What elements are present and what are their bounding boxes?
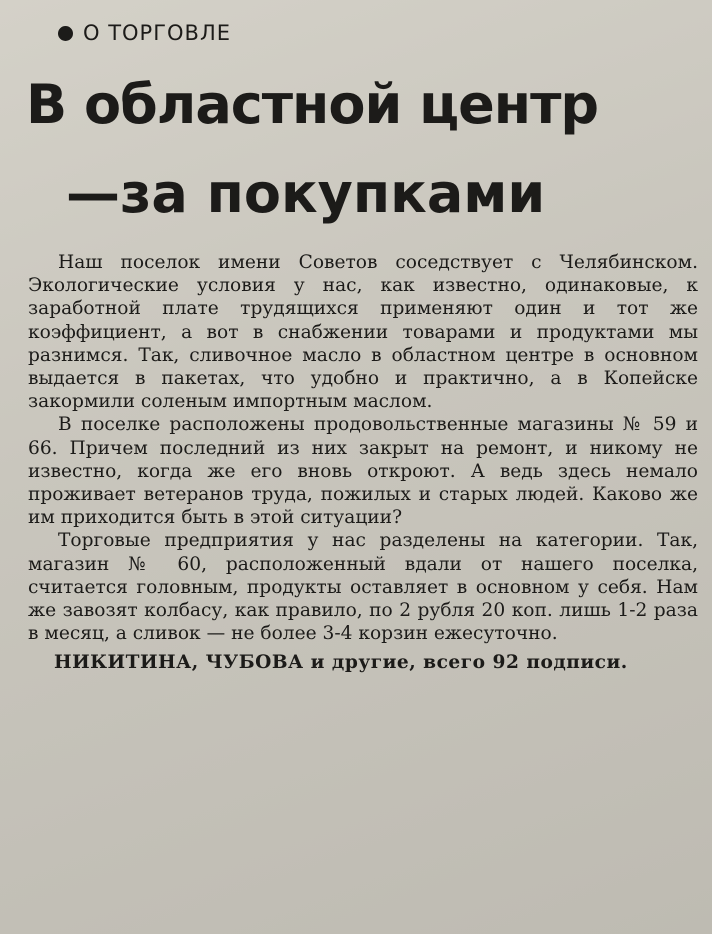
paragraph: Торговые предприятия у нас разделены на категории. Так, магазин № 60, расположенный вдали от нашего поселка, считается головным, продукты оставляет в основном у себя. Нам же завозят колбасу, как правило, по 2 рубля 20 коп. лишь 1-2 раза в месяц, а сливок — не более 3-4 корзин ежесуточно. [28, 530, 698, 645]
rubric-label: О ТОРГОВЛЕ [83, 21, 232, 45]
paragraph: В поселке расположены продовольственные магазины № 59 и 66. Причем последний из них закрыт на ремонт, и никому не известно, когда же его вновь откроют. А ведь здесь немало проживает ветеранов труда, пожилых и старых людей. Каково же им приходится быть в этой ситуации? [28, 414, 698, 529]
headline-line-2: —за покупками [66, 162, 546, 225]
signature: НИКИТИНА, ЧУБОВА и другие, всего 92 подписи. [54, 652, 628, 674]
headline-line-1: В областной центр [26, 73, 599, 136]
rubric [58, 18, 688, 48]
paragraph: Наш поселок имени Советов соседствует с Челябинском. Экологические условия у нас, как известно, одинаковые, к заработной плате трудящихся применяют один и тот же коэффициент, а вот в снабжении товарами и продуктами мы разнимся. Так, сливочное масло в областном центре в основном выдается в пакетах, что удобно и практично, а в Копейске закормили соленым импортным маслом. [28, 252, 698, 413]
bullet-icon [58, 26, 73, 41]
article-body [28, 251, 698, 645]
